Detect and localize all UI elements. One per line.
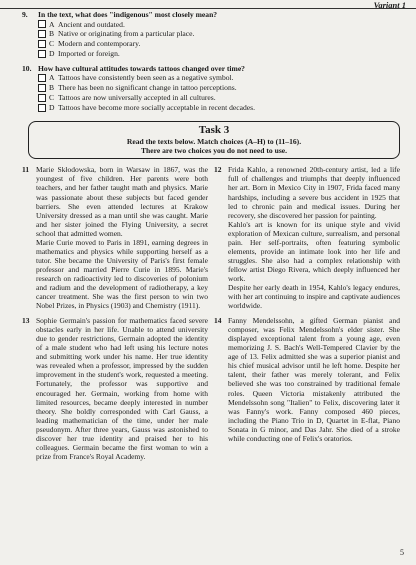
header-bar [0, 0, 416, 9]
question-text: In the text, what does "indigenous" most closely mean? [38, 10, 218, 19]
text-number: 12 [214, 165, 222, 175]
text-13 [22, 316, 214, 461]
task-header-box [28, 121, 400, 160]
text-paragraph: Marie Curie moved to Paris in 1891, earning degrees in mathematics and physics while supporting herself as a tutor. She became the University of Paris's first female professor and married Pierre Curie in 1895. Marie's research on radioactivity led to discoveries of polonium and radium and the development of radiotherapy, a key cancer treatment. She was the first person to win two Nobel Prizes, in Physics (1903) and Chemistry (1911). [36, 237, 208, 311]
text-paragraph: Despite her early death in 1954, Kahlo's legacy endures, with her art continuing to inspire and captivate audiences worldwide. [228, 282, 400, 311]
text-number: 14 [214, 316, 222, 326]
option-9-d[interactable]: D Imported or foreign. [22, 49, 406, 59]
checkbox[interactable] [38, 104, 46, 112]
text-paragraph: Sophie Germain's passion for mathematics faced severe obstacles early in her life. Unable to attend university due to gender restrictions, Germain adopted the identity of a male student who had left using his lecture notes and submitting work under his name. Her true identity was revealed when a professor, impressed by the sudden improvement in the student's work, requested a meeting. Fortunately, the professor was supportive and encouraged her. Germain, working from home with limited resources, became deeply interested in number theory. She boldly corresponded with Carl Gauss, a leading mathematician of the time, under her male pseudonym. After three years, Gauss was astonished to discover her true identity and praised her to his colleagues. Germain became the first woman to win a prize from France's Royal Academy. [36, 316, 208, 461]
question-10 [22, 64, 406, 113]
option-9-c[interactable]: C Modern and contemporary. [22, 39, 406, 49]
question-9 [22, 10, 406, 59]
checkbox[interactable] [38, 20, 46, 28]
texts-grid [22, 165, 406, 461]
task-title: Task 3 [198, 123, 230, 136]
question-number: 9. [22, 10, 28, 19]
text-paragraph: Frida Kahlo, a renowned 20th-century artist, led a life full of challenges and triumphs that deeply influenced her art. Born in Mexico City in 1907, Frida faced many hardships, including a severe bus accident in 1925 that led to chronic pain and medical issues. During her recovery, she discovered her passion for painting. [228, 165, 400, 220]
checkbox[interactable] [38, 50, 46, 58]
option-9-a[interactable]: A Ancient and outdated. [22, 20, 406, 30]
checkbox[interactable] [38, 30, 46, 38]
option-10-b[interactable]: B There has been no significant change in tattoo perceptions. [22, 83, 406, 93]
task-instruction: There are two choices you do not need to use. [140, 145, 288, 155]
page-number: 5 [400, 548, 404, 557]
checkbox[interactable] [38, 40, 46, 48]
question-number: 10. [22, 63, 32, 73]
checkbox[interactable] [38, 74, 46, 82]
page-content [22, 10, 406, 461]
option-10-d[interactable]: D Tattoos have become more socially acceptable in recent decades. [22, 103, 406, 113]
option-10-a[interactable]: A Tattoos have consistently been seen as a negative symbol. [22, 73, 406, 83]
task-instruction: Read the texts below. Match choices (A–H) to (11–16). [126, 136, 302, 146]
option-9-b[interactable]: B Native or originating from a particular place. [22, 29, 406, 39]
text-number: 11 [22, 165, 30, 175]
text-paragraph: Fanny Mendelssohn, a gifted German pianist and composer, was Felix Mendelssohn's elder sister. She displayed exceptional talent from a young age, even memorizing J. S. Bach's Well-Tempered Clavier by the age of 13. Felix admitted she was a superior pianist and his chief musical advisor until he left home. Despite her talent, their father was merely tolerant, and Felix believed she was too constrained by traditional female roles. Queen Victoria mistakenly attributed the Mendelssohn song "Italien" to Felix, discovering later it was Fanny's work. Fanny composed 460 pieces, including the Piano Trio in D, Quartet in E-flat, Piano Sonata in G minor, and Das Jahr. She died of a stroke while conducting one of Felix's oratorios. [228, 316, 400, 443]
variant-label: Variant 1 [373, 0, 406, 10]
text-paragraph: Marie Skłodowska, born in Warsaw in 1867, was the youngest of five children. Her parents were both teachers, and her father taught math and physics. Marie was passionate about these subjects but faced gender barriers. She even attended lectures at Krakow University dressed as a man until she was caught. Marie and her sister joined the Flying University, a secret school that admitted women. [36, 165, 208, 238]
text-number: 13 [22, 316, 30, 326]
text-paragraph: Kahlo's art is known for its unique style and vivid exploration of Mexican culture, surrealism, and personal pain. Her self-portraits, often featuring symbolic elements, provide an intimate look into her life and struggles. She also had a complex relationship with fellow artist Diego Rivera, which deeply influenced her work. [228, 219, 400, 283]
question-text: How have cultural attitudes towards tattoos changed over time? [38, 63, 245, 73]
text-14 [214, 316, 406, 461]
checkbox[interactable] [38, 84, 46, 92]
option-10-c[interactable]: C Tattoos are now universally accepted in all cultures. [22, 93, 406, 103]
text-12 [214, 165, 406, 310]
checkbox[interactable] [38, 94, 46, 102]
text-11 [22, 165, 214, 310]
